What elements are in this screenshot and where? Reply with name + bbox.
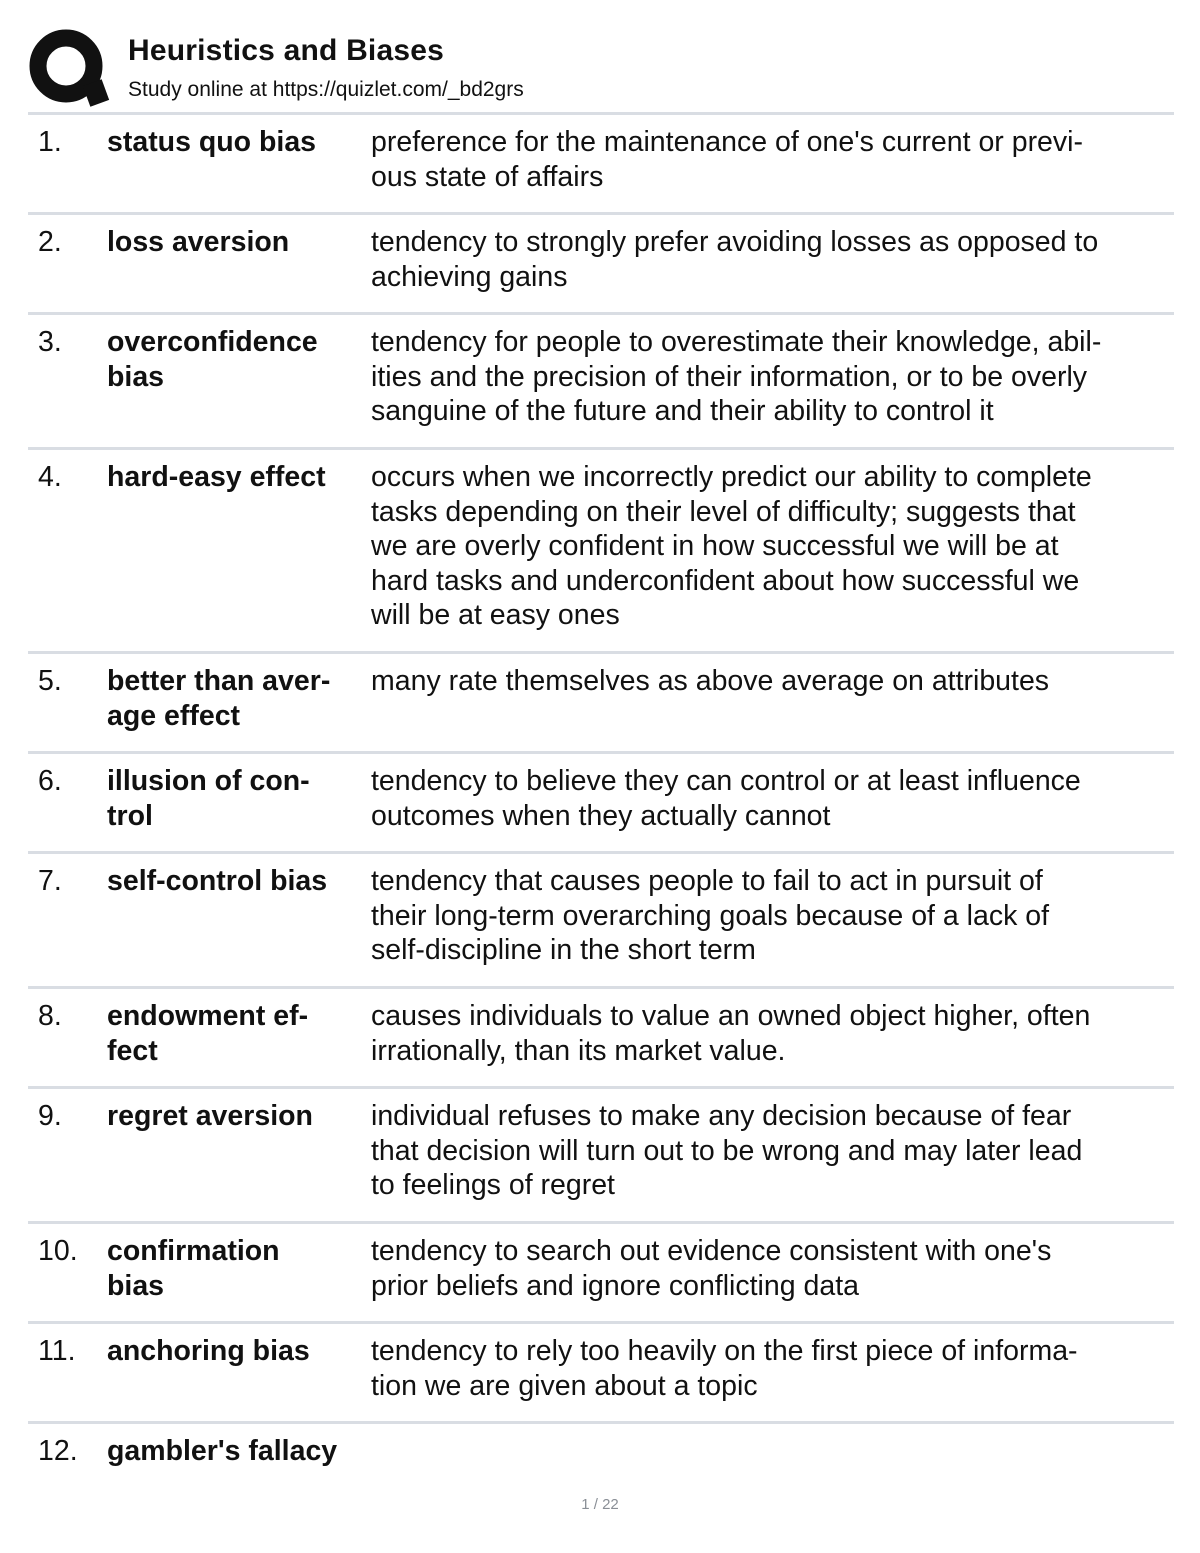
- term-name: [107, 1334, 357, 1369]
- page-indicator: 1 / 22: [581, 1496, 619, 1513]
- term-name-line: overconfidence: [107, 326, 318, 358]
- definition-line: to feelings of regret: [371, 1169, 615, 1201]
- term-row: [28, 315, 1174, 450]
- term-row: [28, 215, 1174, 315]
- term-number: 12.: [38, 1435, 78, 1467]
- term-row: [28, 1089, 1174, 1224]
- definition-line: outcomes when they actually cannot: [371, 799, 831, 832]
- term-name-line: gambler's fallacy: [107, 1435, 338, 1467]
- term-definition: [371, 1234, 1171, 1303]
- definition-line: tendency to rely too heavily on the first piece of informa-: [371, 1335, 1078, 1367]
- term-number: 8.: [38, 1000, 62, 1032]
- term-number: 4.: [38, 461, 62, 493]
- term-name: [107, 764, 357, 833]
- term-name: [107, 1099, 357, 1134]
- term-row: [28, 854, 1174, 989]
- term-name: [107, 664, 357, 733]
- definition-line: prior beliefs and ignore conflicting data: [371, 1269, 859, 1302]
- term-name-line: bias: [107, 1269, 165, 1302]
- term-name-line: status quo bias: [107, 126, 317, 158]
- term-number: 6.: [38, 765, 62, 797]
- term-definition: [371, 999, 1171, 1068]
- definition-line: many rate themselves as above average on attributes: [371, 665, 1050, 697]
- definition-line: tendency for people to overestimate their knowledge, abil-: [371, 326, 1102, 358]
- term-number: 5.: [38, 665, 62, 697]
- term-row: [28, 450, 1174, 654]
- definition-line: individual refuses to make any decision because of fear: [371, 1100, 1072, 1132]
- term-definition: [371, 125, 1171, 194]
- page-header: [28, 26, 1174, 115]
- definition-line: irrationally, than its market value.: [371, 1034, 786, 1067]
- term-row: [28, 989, 1174, 1089]
- term-number: 7.: [38, 865, 62, 897]
- definition-line: sanguine of the future and their ability to control it: [371, 395, 994, 427]
- term-number: 10.: [38, 1235, 78, 1267]
- term-number: 2.: [38, 226, 62, 258]
- term-name-line: bias: [107, 360, 165, 393]
- term-name-line: illusion of con-: [107, 765, 310, 797]
- term-name-line: self-control bias: [107, 865, 328, 897]
- definition-line: tendency that causes people to fail to act in pursuit of: [371, 865, 1043, 897]
- term-row: [28, 115, 1174, 215]
- term-name-line: age effect: [107, 699, 241, 732]
- term-name-line: hard-easy effect: [107, 461, 326, 493]
- definition-line: tendency to search out evidence consistent with one's: [371, 1235, 1052, 1267]
- term-row: [28, 1324, 1174, 1424]
- term-definition: [371, 1099, 1171, 1203]
- definition-line: achieving gains: [371, 260, 568, 293]
- term-name: [107, 325, 357, 394]
- study-online-link[interactable]: Study online at https://quizlet.com/_bd2grs: [128, 78, 524, 101]
- term-name: [107, 864, 357, 899]
- term-name: [107, 1434, 357, 1469]
- term-name-line: better than aver-: [107, 665, 331, 697]
- definition-line: that decision will turn out to be wrong and may later lead: [371, 1134, 1083, 1167]
- term-definition: [371, 325, 1171, 429]
- term-number: 3.: [38, 326, 62, 358]
- term-definition: [371, 1334, 1171, 1403]
- term-row: [28, 1424, 1174, 1484]
- term-definition: [371, 864, 1171, 968]
- definition-line: causes individuals to value an owned object higher, often: [371, 1000, 1091, 1032]
- term-name: [107, 1234, 357, 1303]
- definition-line: preference for the maintenance of one's current or previ-: [371, 126, 1083, 158]
- term-number: 1.: [38, 126, 62, 158]
- term-definition: [371, 225, 1171, 294]
- term-number: 9.: [38, 1100, 62, 1132]
- definition-line: ities and the precision of their information, or to be overly: [371, 360, 1088, 393]
- term-name-line: regret aversion: [107, 1100, 313, 1132]
- term-name: [107, 999, 357, 1068]
- definition-line: tasks depending on their level of difficulty; suggests that: [371, 495, 1076, 528]
- definition-line: ous state of affairs: [371, 160, 604, 193]
- definition-line: tendency to believe they can control or at least influence: [371, 765, 1081, 797]
- definition-line: self-discipline in the short term: [371, 934, 756, 966]
- definition-line: will be at easy ones: [371, 599, 620, 631]
- page-title: Heuristics and Biases: [128, 34, 445, 67]
- quizlet-logo-icon: [28, 26, 112, 110]
- definition-line: their long-term overarching goals because of a lack of: [371, 899, 1050, 932]
- terms-list: [28, 115, 1174, 1484]
- term-definition: [371, 460, 1171, 633]
- term-name-line: fect: [107, 1034, 158, 1067]
- term-name: [107, 125, 357, 160]
- term-row: [28, 1224, 1174, 1324]
- definition-line: tion we are given about a topic: [371, 1369, 758, 1402]
- term-row: [28, 754, 1174, 854]
- term-name: [107, 225, 357, 260]
- term-definition: [371, 764, 1171, 833]
- definition-line: tendency to strongly prefer avoiding losses as opposed to: [371, 226, 1099, 258]
- term-name: [107, 460, 357, 495]
- term-name-line: trol: [107, 799, 153, 832]
- term-number: 11.: [38, 1335, 76, 1367]
- definition-line: hard tasks and underconfident about how successful we: [371, 564, 1080, 597]
- term-name-line: loss aversion: [107, 226, 290, 258]
- definition-line: we are overly confident in how successful we will be at: [371, 530, 1059, 562]
- definition-line: occurs when we incorrectly predict our ability to complete: [371, 461, 1092, 493]
- term-name-line: endowment ef-: [107, 1000, 309, 1032]
- term-name-line: anchoring bias: [107, 1335, 310, 1367]
- term-name-line: confirmation: [107, 1235, 280, 1267]
- term-row: [28, 654, 1174, 754]
- term-definition: [371, 664, 1171, 699]
